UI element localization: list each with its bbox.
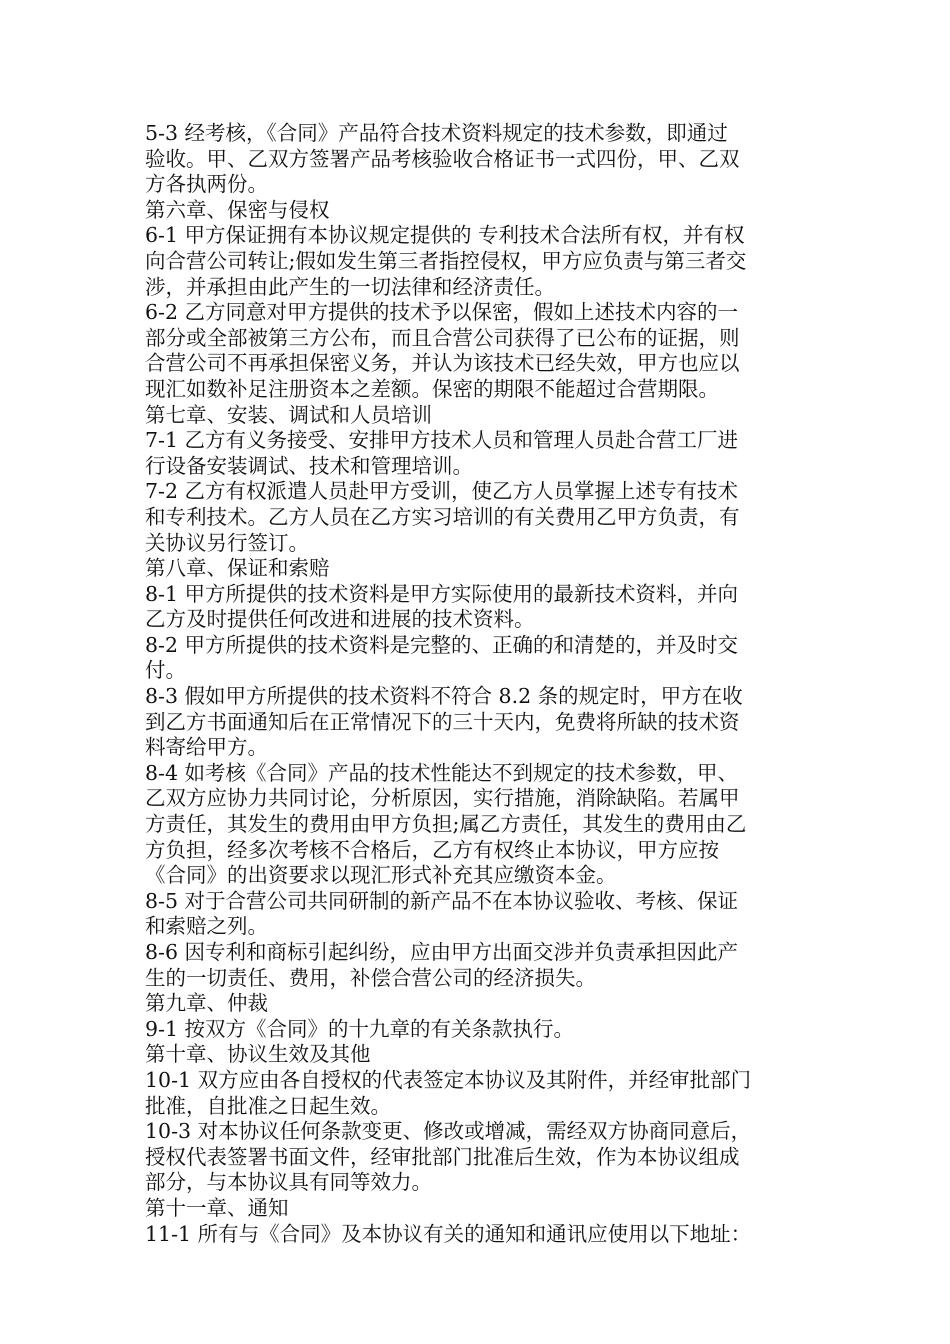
text-line: 乙双方应协力共同讨论，分析原因，实行措施，消除缺陷。若属甲 (145, 786, 740, 811)
text-line: 方各执两份。 (145, 172, 268, 197)
text-line: 乙方及时提供任何改进和进展的技术资料。 (145, 607, 535, 632)
text-line: 8-2 甲方所提供的技术资料是完整的、正确的和清楚的，并及时交 (145, 632, 739, 657)
text-line: 6-1 甲方保证拥有本协议规定提供的 专利技术合法所有权，并有权 (145, 223, 745, 248)
text-line: 7-1 乙方有义务接受、安排甲方技术人员和管理人员赴合营工厂进 (145, 428, 739, 453)
text-line: 8-3 假如甲方所提供的技术资料不符合 8.2 条的规定时，甲方在收 (145, 684, 743, 709)
text-line: 10-3 对本协议任何条款变更、修改或增减，需经双方协商同意后， (145, 1119, 752, 1144)
text-line: 到乙方书面通知后在正常情况下的三十天内，免费将所缺的技术资 (145, 709, 740, 734)
text-line: 8-5 对于合营公司共同研制的新产品不在本协议验收、考核、保证 (145, 888, 739, 913)
section-heading: 第八章、保证和索赔 (145, 556, 330, 581)
text-line: 方负担，经多次考核不合格后，乙方有权终止本协议，甲方应按 (145, 837, 719, 862)
text-line: 批准，自批准之日起生效。 (145, 1093, 391, 1118)
text-line: 和索赔之列。 (145, 914, 268, 939)
text-line: 6-2 乙方同意对甲方提供的技术予以保密，假如上述技术内容的一 (145, 300, 739, 325)
section-heading: 第六章、保密与侵权 (145, 197, 330, 222)
text-line: 和专利技术。乙方人员在乙方实习培训的有关费用乙甲方负责，有 (145, 504, 740, 529)
text-line: 方责任，其发生的费用由甲方负担;属乙方责任，其发生的费用由乙 (145, 812, 747, 837)
text-line: 涉，并承担由此产生的一切法律和经济责任。 (145, 274, 555, 299)
text-line: 验收。甲、乙双方签署产品考核验收合格证书一式四份，甲、乙双 (145, 146, 740, 171)
section-heading: 第十章、协议生效及其他 (145, 1042, 371, 1067)
text-line: 11-1 所有与《合同》及本协议有关的通知和通讯应使用以下地址： (145, 1221, 752, 1246)
text-line: 7-2 乙方有权派遣人员赴甲方受训，使乙方人员掌握上述专有技术 (145, 479, 739, 504)
text-line: 10-1 双方应由各自授权的代表签定本协议及其附件，并经审批部门 (145, 1067, 752, 1092)
section-heading: 第十一章、通知 (145, 1195, 289, 1220)
section-heading: 第七章、安装、调试和人员培训 (145, 402, 432, 427)
text-line: 《合同》的出资要求以现汇形式补充其应缴资本金。 (145, 863, 617, 888)
text-line: 行设备安装调试、技术和管理培训。 (145, 453, 473, 478)
document-page (145, 121, 805, 1247)
text-line: 9-1 按双方《合同》的十九章的有关条款执行。 (145, 1016, 575, 1041)
text-line: 合营公司不再承担保密义务，并认为该技术已经失效，甲方也应以 (145, 351, 740, 376)
text-line: 生的一切责任、费用，补偿合营公司的经济损失。 (145, 965, 596, 990)
text-line: 部分，与本协议具有同等效力。 (145, 1170, 432, 1195)
text-line: 现汇如数补足注册资本之差额。保密的期限不能超过合营期限。 (145, 376, 719, 401)
text-line: 付。 (145, 658, 186, 683)
text-line: 8-4 如考核《合同》产品的技术性能达不到规定的技术参数，甲、 (145, 760, 739, 785)
text-line: 部分或全部被第三方公布，而且合营公司获得了已公布的证据，则 (145, 325, 740, 350)
text-line: 8-6 因专利和商标引起纠纷，应由甲方出面交涉并负责承担因此产 (145, 940, 739, 964)
text-line: 料寄给甲方。 (145, 735, 268, 760)
text-line: 5-3 经考核，《合同》产品符合技术资料规定的技术参数，即通过 (145, 121, 728, 145)
text-line: 授权代表签署书面文件，经审批部门批准后生效，作为本协议组成 (145, 1144, 740, 1169)
text-line: 关协议另行签订。 (145, 530, 309, 555)
text-line: 8-1 甲方所提供的技术资料是甲方实际使用的最新技术资料，并向 (145, 581, 739, 606)
text-line: 向合营公司转让;假如发生第三者指控侵权，甲方应负责与第三者交 (145, 248, 747, 273)
section-heading: 第九章、仲裁 (145, 991, 268, 1016)
